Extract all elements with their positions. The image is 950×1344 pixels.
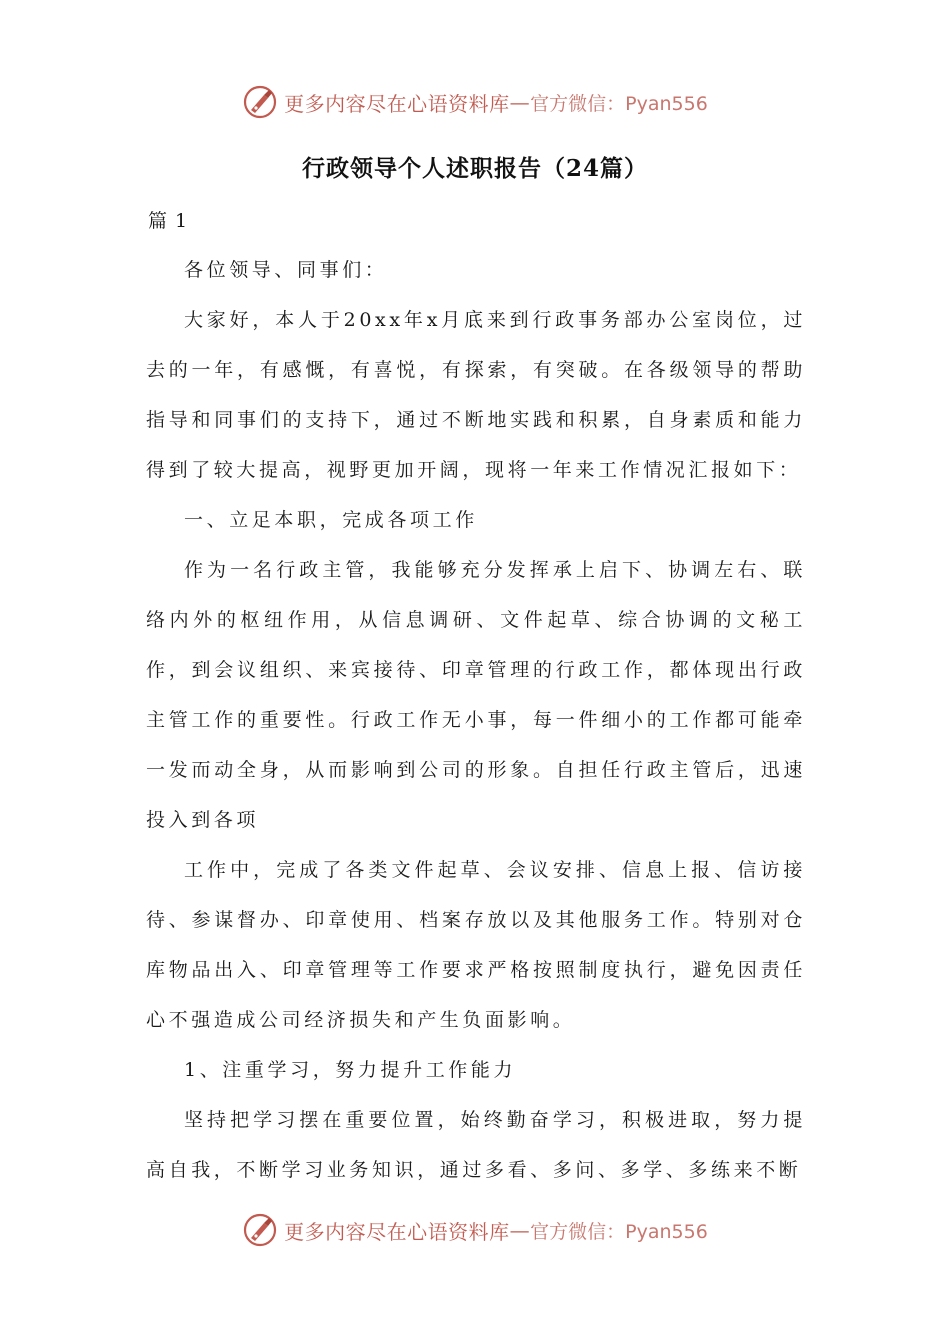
paragraph: 坚持把学习摆在重要位置，始终勤奋学习，积极进取，努力提高自我，不断学习业务知识，通过多看、多问、多学、多练来不断 xyxy=(146,1109,806,1181)
watermark-text: 更多内容尽在心语资料库 xyxy=(284,91,510,116)
watermark-dash: — xyxy=(509,90,531,114)
watermark-dash: — xyxy=(509,1218,531,1242)
paragraph: 作为一名行政主管，我能够充分发挥承上启下、协调左右、联络内外的枢纽作用，从信息调研、文件起草、综合协调的文秘工作，到会议组织、来宾接待、印章管理的行政工作，都体现出行政主管工作的重要性。行政工作无小事，每一件细小的工作都可能牵一发而动全身，从而影响到公司的形象。自担任行政主管后，迅速投入到各项 xyxy=(146,559,806,831)
paragraph-heading: 1、注重学习，努力提升工作能力 xyxy=(184,1059,517,1081)
watermark-text: 更多内容尽在心语资料库 xyxy=(284,1219,510,1244)
paragraph: 工作中，完成了各类文件起草、会议安排、信息上报、信访接待、参谋督办、印章使用、档案存放以及其他服务工作。特别对仓库物品出入、印章管理等工作要求严格按照制度执行，避免因责任心不强造成公司经济损失和产生负面影响。 xyxy=(146,859,806,1031)
pen-nib-logo-icon xyxy=(242,1212,278,1248)
section-label: 篇 1 xyxy=(148,210,189,232)
watermark-wechat: 官方微信：Pyan556 xyxy=(530,1220,708,1243)
paragraph: 大家好，本人于20xx年x月底来到行政事务部办公室岗位，过去的一年，有感慨，有喜悦，有探索，有突破。在各级领导的帮助指导和同事们的支持下，通过不断地实践和积累，自身素质和能力得到了较大提高，视野更加开阔，现将一年来工作情况汇报如下： xyxy=(146,309,806,481)
pen-nib-logo-icon xyxy=(242,84,278,120)
document-body xyxy=(146,245,806,1195)
paragraph-salutation: 各位领导、同事们： xyxy=(184,259,388,281)
document-title: 行政领导个人述职报告（24篇） xyxy=(301,155,648,182)
header-watermark-banner xyxy=(0,80,950,124)
watermark-wechat: 官方微信：Pyan556 xyxy=(530,92,708,115)
footer-watermark-banner xyxy=(0,1208,950,1252)
paragraph-heading: 一、立足本职，完成各项工作 xyxy=(184,509,478,531)
